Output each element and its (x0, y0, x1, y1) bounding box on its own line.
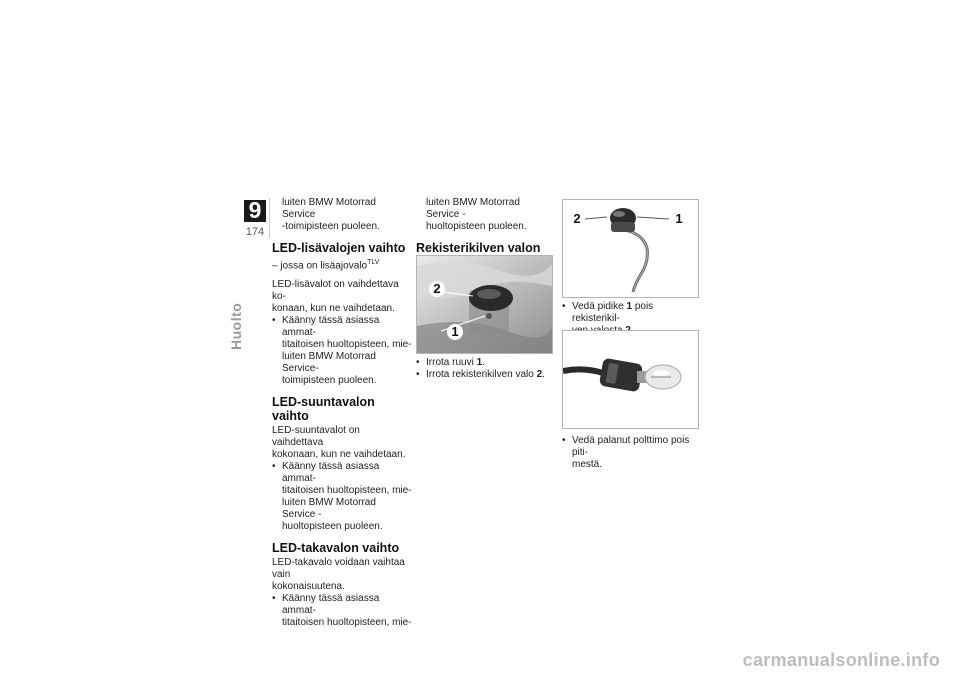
continued-text-line: -toimipisteen puoleen. (282, 221, 380, 232)
step-callout-ref: 2 (536, 369, 543, 380)
bullet-continuation: titaitoisen huoltopisteen, mie- (282, 617, 412, 629)
heading-led-extra-lights: LED-lisävalojen vaihto (272, 241, 406, 255)
step-text: pois rekisterikil- (572, 301, 654, 324)
photo-bulb-illustration (563, 331, 698, 428)
bullet-continuation: titaitoisen huoltopisteen, mie- (282, 485, 412, 497)
bullet-item: • Käänny tässä asiassa ammat- (272, 461, 412, 485)
bullet-item: • Käänny tässä asiassa ammat- (272, 593, 412, 617)
paragraph-line: kokonaisuutena. (272, 581, 345, 593)
watermark: carmanualsonline.info (742, 650, 940, 670)
step-remove-screw (416, 357, 556, 369)
heading-plate-light: Rekisterikilven valon (416, 241, 541, 255)
step-text: Irrota rekisterikilven valo (426, 369, 537, 380)
column-2-steps (416, 357, 556, 381)
bullet-item: • Käänny tässä asiassa ammat- (272, 315, 412, 339)
step-callout-ref: 1 (476, 357, 483, 368)
step-remove-plate-light (416, 369, 556, 381)
heading-led-turn-signal: LED-suuntavalon vaihto (272, 395, 375, 424)
paragraph-line: LED-lisävalot on vaihdettava ko- (272, 279, 399, 303)
bullet-continuation: titaitoisen huoltopisteen, mie- (282, 339, 412, 351)
heading-led-tail-light: LED-takavalon vaihto (272, 541, 400, 556)
option-prefix: – jossa on lisäajovalo (272, 260, 368, 272)
option-note (272, 257, 412, 272)
sidebar-divider (269, 198, 270, 238)
photo-plate-light-illustration (417, 256, 552, 353)
paragraph-line: konaan, kun ne vaihdetaan. (272, 303, 395, 315)
photo-plate-light-screw (416, 255, 553, 354)
photo-holder-removal (562, 199, 699, 298)
option-code: TLV (367, 259, 380, 266)
paragraph-line: LED-takavalo voidaan vaihtaa vain (272, 557, 405, 581)
callout-1: 1 (447, 324, 463, 340)
continued-text-line: huoltopisteen puoleen. (426, 221, 527, 232)
step-end: . (482, 357, 485, 368)
section-label: Huolto (228, 302, 244, 350)
step-text: Vedä pidike (572, 301, 627, 312)
callout-2: 2 (569, 211, 585, 227)
step-continuation: mestä. (572, 459, 603, 470)
column-1 (272, 197, 412, 629)
step-callout-ref: 1 (626, 301, 633, 312)
bullet-continuation: luiten BMW Motorrad Service - (282, 497, 376, 521)
step-pull-bulb: • Vedä palanut polttimo pois piti- (562, 435, 702, 459)
column-3-step-2 (562, 435, 702, 471)
page-number: 174 (245, 226, 265, 238)
continued-text-line: luiten BMW Motorrad Service (282, 197, 376, 220)
callout-1: 1 (671, 211, 687, 227)
step-text: Irrota ruuvi (426, 357, 477, 368)
photo-bulb-removal (562, 330, 699, 429)
continued-text-line: luiten BMW Motorrad Service - (426, 197, 520, 220)
callout-2: 2 (429, 281, 445, 297)
step-pull-holder (562, 301, 702, 325)
bullet-continuation: toimipisteen puoleen. (282, 375, 377, 387)
bullet-continuation: huoltopisteen puoleen. (282, 521, 383, 533)
bullet-continuation: luiten BMW Motorrad Service- (282, 351, 376, 375)
step-end: . (542, 369, 545, 380)
paragraph-line: kokonaan, kun ne vaihdetaan. (272, 449, 406, 461)
chapter-number: 9 (248, 197, 262, 223)
paragraph-line: LED-suuntavalot on vaihdettava (272, 425, 360, 449)
